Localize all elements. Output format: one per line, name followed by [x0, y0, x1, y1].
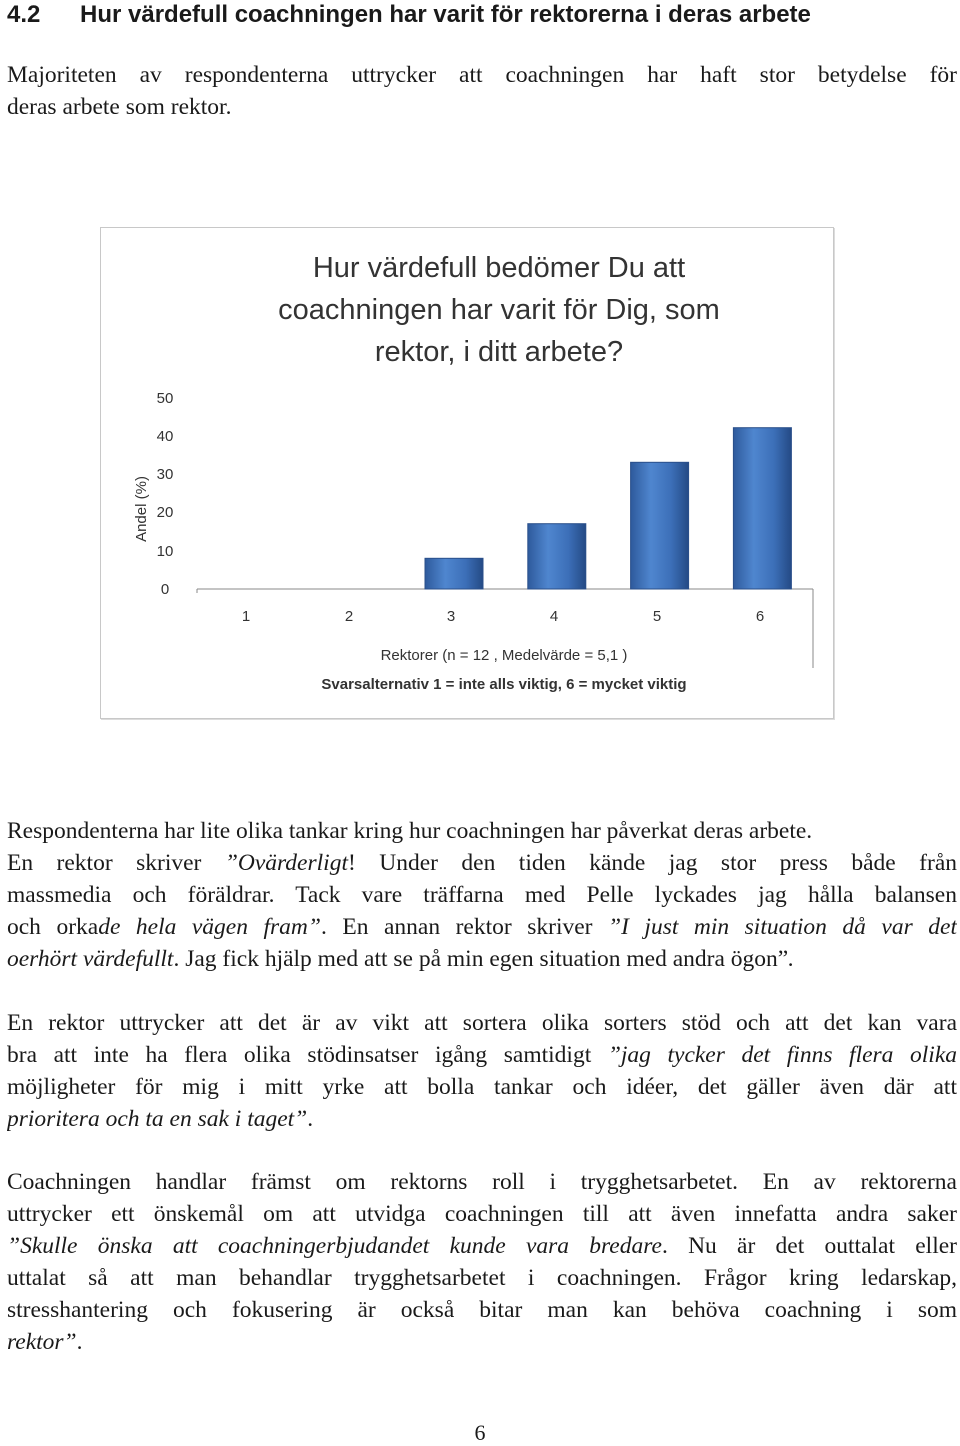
bar-5 [631, 462, 689, 589]
text-line: uttrycker ett önskemål om att utvidga coachningen till att även innefatta andra saker [7, 1201, 957, 1227]
text-line: Respondenterna har lite olika tankar kring hur coachningen har påverkat deras arbete. [7, 818, 813, 844]
y-tick-label: 50 [156, 390, 174, 407]
bar-chart-svg [101, 228, 833, 718]
text-line: rektor”. [7, 1329, 83, 1355]
text-line: massmedia och föräldrar. Tack vare träffarna med Pelle lyckades jag hålla balansen [7, 882, 957, 908]
x-tick-label: 3 [446, 608, 456, 625]
text-line: stresshantering och fokusering är också bitar man kan behöva coachning i som [7, 1297, 957, 1323]
x-tick-label: 1 [241, 608, 251, 625]
y-axis-label: Andel (%) [133, 476, 150, 542]
paragraph-quotes [7, 815, 957, 975]
paragraph-safety [7, 1166, 957, 1358]
bar-3 [425, 558, 483, 589]
text-line: Majoriteten av respondenterna uttrycker att coachningen har haft stor betydelse för [7, 62, 957, 88]
text-line: möjligheter för mig i mitt yrke att bolla tankar och idéer, det gäller även där att [7, 1074, 957, 1100]
section-heading [7, 0, 811, 30]
y-tick-label: 0 [160, 581, 170, 598]
x-tick-label: 4 [549, 608, 559, 625]
y-tick-label: 20 [156, 504, 174, 521]
x-tick-label: 6 [755, 608, 765, 625]
page-number: 6 [474, 1420, 486, 1445]
bar-6 [733, 428, 791, 589]
text-line: och orkade hela vägen fram”. En annan rektor skriver ”I just min situation då var det [7, 914, 957, 940]
bar-chart [100, 227, 834, 719]
text-line: bra att inte ha flera olika stödinsatser igång samtidigt ”jag tycker det finns flera olika [7, 1042, 957, 1068]
text-line: En rektor skriver ”Ovärderligt! Under den tiden kände jag stor press både från [7, 850, 957, 876]
intro-paragraph [7, 59, 957, 123]
text-line: ”Skulle önska att coachningerbjudandet kunde vara bredare. Nu är det outtalat eller [7, 1233, 957, 1259]
chart-title-line: Hur värdefull bedömer Du att [312, 252, 686, 284]
chart-title-line: rektor, i ditt arbete? [374, 336, 624, 368]
x-tick-label: 2 [344, 608, 354, 625]
x-axis-label: Rektorer (n = 12 , Medelvärde = 5,1 ) [380, 647, 628, 664]
paragraph-support [7, 1007, 957, 1135]
text-line: En rektor uttrycker att det är av vikt att sortera olika sorters stöd och att det kan vara [7, 1010, 957, 1036]
chart-title-line: coachningen har varit för Dig, som [278, 294, 720, 326]
section-title: Hur värdefull coachningen har varit för rektorerna i deras arbete [80, 1, 811, 28]
text-line: prioritera och ta en sak i taget”. [7, 1106, 314, 1132]
text-line: uttalat så att man behandlar trygghetsarbetet i coachningen. Frågor kring ledarskap, [7, 1265, 957, 1291]
text-line: oerhört värdefullt. Jag fick hjälp med att se på min egen situation med andra ögon”. [7, 946, 795, 972]
bar-4 [528, 524, 586, 589]
x-tick-label: 5 [652, 608, 662, 625]
y-tick-label: 40 [156, 428, 174, 445]
section-number: 4.2 [7, 1, 41, 28]
text-line: deras arbete som rektor. [7, 94, 232, 120]
text-line: Coachningen handlar främst om rektorns roll i trygghetsarbetet. En av rektorerna [7, 1169, 957, 1195]
y-tick-label: 10 [156, 543, 174, 560]
x-axis-sublabel: Svarsalternativ 1 = inte alls viktig, 6 = mycket viktig [321, 676, 687, 693]
y-tick-label: 30 [156, 466, 174, 483]
